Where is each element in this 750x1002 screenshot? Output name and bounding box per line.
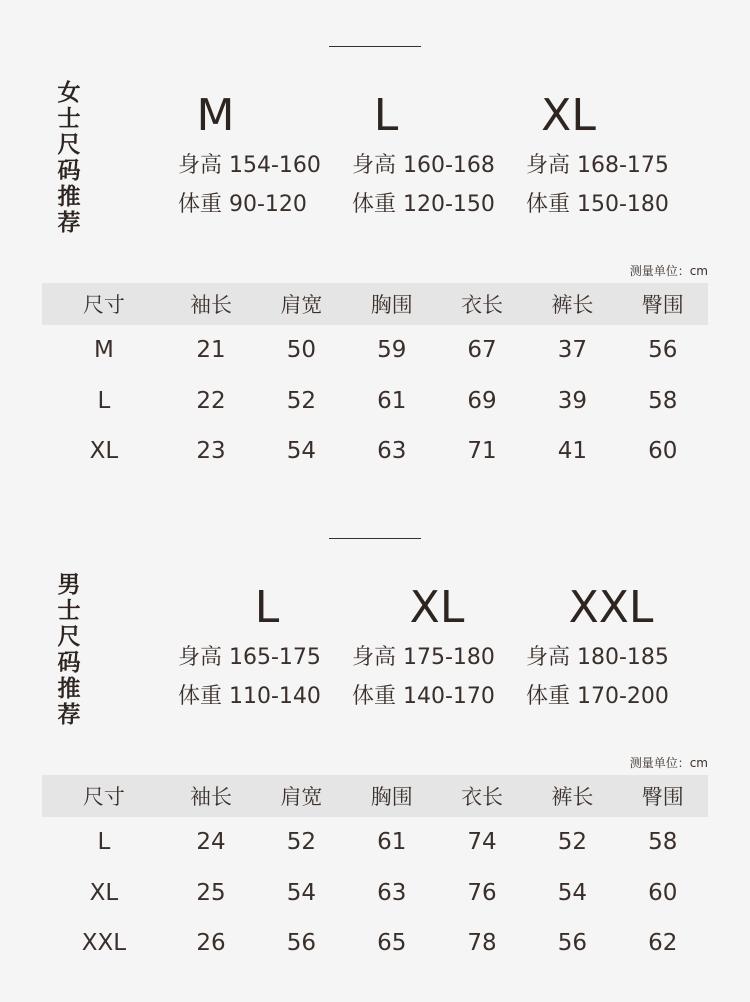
weight-range: 体重 150-180 — [526, 192, 669, 217]
table-cell: 60 — [648, 879, 678, 906]
table-cell: 67 — [467, 337, 497, 364]
men-size-title — [55, 572, 83, 728]
header-cell: 衣长 — [461, 293, 504, 317]
table-cell: XL — [89, 438, 119, 465]
table-cell: 56 — [286, 930, 316, 957]
table-cell: 63 — [377, 879, 407, 906]
section-divider — [329, 538, 421, 539]
table-cell: XL — [89, 879, 119, 906]
table-row — [42, 817, 708, 868]
table-cell: 39 — [557, 387, 588, 414]
table-cell: 21 — [196, 337, 226, 364]
size-letter: XL — [409, 582, 465, 633]
table-row — [42, 918, 708, 969]
table-cell: 54 — [286, 879, 316, 906]
size-letter: L — [254, 582, 280, 633]
size-recommendation-l — [178, 578, 358, 716]
table-cell: L — [97, 829, 111, 856]
height-range: 身高 160-168 — [352, 153, 495, 178]
table-header — [42, 775, 708, 817]
header-cell: 尺寸 — [82, 785, 125, 809]
header-cell: 肩宽 — [280, 785, 323, 809]
table-cell: XXL — [81, 930, 127, 957]
section-divider — [329, 46, 421, 47]
header-cell: 臀围 — [641, 293, 684, 317]
title-char: 女 — [57, 80, 81, 106]
table-cell: 52 — [286, 829, 316, 856]
weight-range: 体重 170-200 — [526, 684, 669, 709]
table-cell: 41 — [557, 438, 588, 465]
table-cell: 76 — [467, 879, 497, 906]
header-cell: 裤长 — [551, 293, 594, 317]
header-cell: 裤长 — [551, 785, 594, 809]
table-cell: 26 — [196, 930, 226, 957]
table-cell: 52 — [557, 829, 588, 856]
table-row — [42, 868, 708, 919]
table-cell: 58 — [648, 387, 678, 414]
title-char: 士 — [57, 598, 81, 624]
header-cell: 衣长 — [461, 785, 504, 809]
table-cell: L — [97, 387, 111, 414]
height-range: 身高 180-185 — [526, 645, 669, 670]
title-char: 推 — [57, 184, 81, 210]
measurement-unit: 测量单位：cm — [629, 264, 708, 278]
table-cell: 60 — [648, 438, 678, 465]
header-cell: 肩宽 — [280, 293, 323, 317]
table-cell: 71 — [467, 438, 497, 465]
title-char: 男 — [57, 572, 81, 598]
size-letter: XXL — [568, 582, 654, 633]
weight-range: 体重 110-140 — [178, 684, 321, 709]
size-recommendation-xl — [526, 86, 706, 224]
title-char: 码 — [57, 650, 81, 676]
measurement-unit: 测量单位：cm — [629, 756, 708, 770]
table-header — [42, 283, 708, 325]
size-letter: M — [196, 90, 235, 141]
table-row — [42, 376, 708, 427]
table-cell: 78 — [467, 930, 497, 957]
weight-range: 体重 120-150 — [352, 192, 495, 217]
table-cell: 56 — [557, 930, 588, 957]
table-cell: 25 — [196, 879, 226, 906]
table-cell: 63 — [377, 438, 407, 465]
weight-range: 体重 140-170 — [352, 684, 495, 709]
height-range: 身高 175-180 — [352, 645, 495, 670]
title-char: 推 — [57, 676, 81, 702]
table-cell: 61 — [377, 387, 407, 414]
table-row — [42, 426, 708, 477]
size-recommendation-xxl — [526, 578, 706, 716]
title-char: 尺 — [57, 132, 81, 158]
header-cell: 胸围 — [370, 293, 413, 317]
height-range: 身高 165-175 — [178, 645, 321, 670]
table-cell: 61 — [377, 829, 407, 856]
table-cell: 69 — [467, 387, 497, 414]
header-cell: 胸围 — [370, 785, 413, 809]
table-cell: 54 — [286, 438, 316, 465]
table-row — [42, 325, 708, 376]
table-cell: 74 — [467, 829, 497, 856]
header-cell: 臀围 — [641, 785, 684, 809]
table-cell: 58 — [648, 829, 678, 856]
height-range: 身高 154-160 — [178, 153, 321, 178]
title-char: 码 — [57, 158, 81, 184]
table-cell: 37 — [557, 337, 588, 364]
table-cell: 56 — [648, 337, 678, 364]
women-size-table — [42, 283, 708, 477]
header-cell: 尺寸 — [82, 293, 125, 317]
title-char: 尺 — [57, 624, 81, 650]
table-cell: 22 — [196, 387, 226, 414]
table-cell: 23 — [196, 438, 226, 465]
table-cell: 62 — [648, 930, 678, 957]
table-cell: M — [93, 337, 114, 364]
table-cell: 65 — [377, 930, 407, 957]
weight-range: 体重 90-120 — [178, 192, 307, 217]
table-cell: 52 — [286, 387, 316, 414]
title-char: 荐 — [57, 210, 81, 236]
size-letter: L — [373, 90, 399, 141]
table-cell: 50 — [286, 337, 316, 364]
table-cell: 59 — [377, 337, 407, 364]
height-range: 身高 168-175 — [526, 153, 669, 178]
men-size-section — [0, 492, 750, 993]
size-letter: XL — [541, 90, 596, 141]
title-char: 荐 — [57, 702, 81, 728]
table-cell: 54 — [557, 879, 588, 906]
header-cell: 袖长 — [189, 293, 232, 317]
size-recommendation-xl — [352, 578, 532, 716]
title-char: 士 — [57, 106, 81, 132]
table-cell: 24 — [196, 829, 226, 856]
header-cell: 袖长 — [189, 785, 232, 809]
men-size-table — [42, 775, 708, 969]
